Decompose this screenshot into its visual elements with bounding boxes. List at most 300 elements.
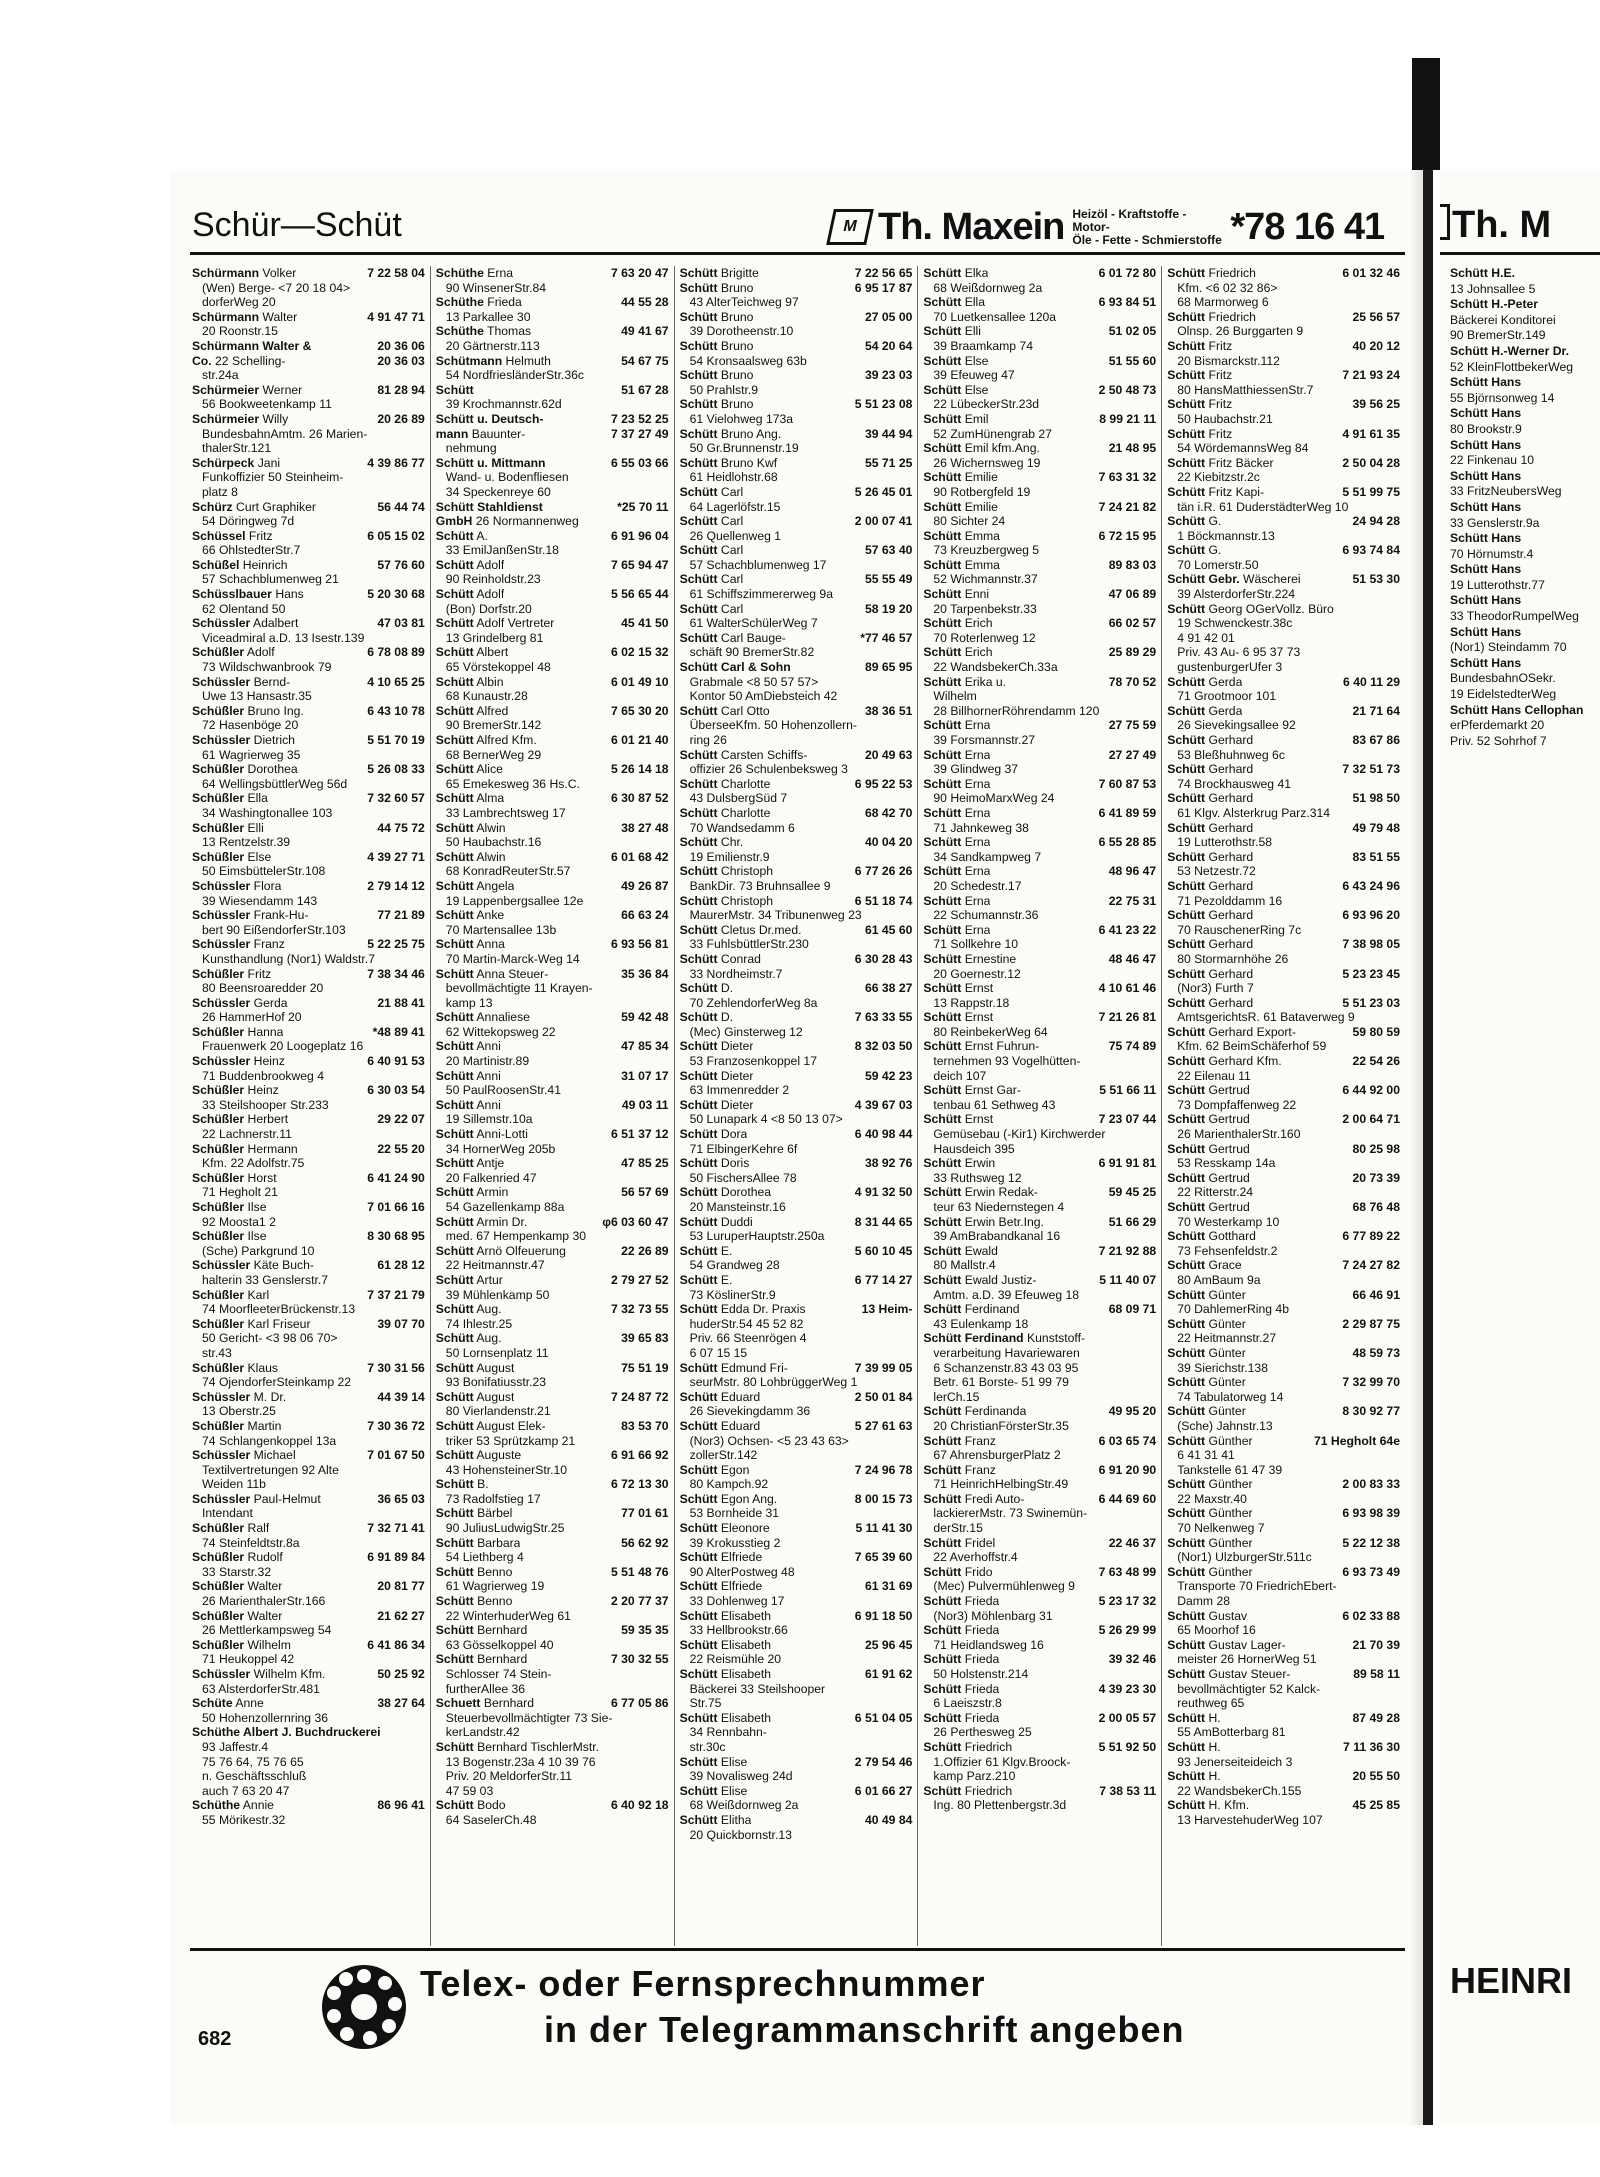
entry-phone: 61 28 12 bbox=[377, 1258, 425, 1273]
entry-phone: 6 01 66 27 bbox=[854, 1783, 913, 1798]
next-page-fragment bbox=[1440, 170, 1600, 2125]
next-page-entry: Schütt Hans bbox=[1450, 406, 1522, 421]
listing-continuation: 70 DahlemerRing 4b bbox=[1177, 1302, 1289, 1317]
entry-phone: 61 31 69 bbox=[864, 1579, 913, 1594]
footer-notice bbox=[330, 1955, 1410, 2075]
listing-entry bbox=[680, 864, 913, 879]
listing-continuation: (Mec) Ginsterweg 12 bbox=[689, 1024, 803, 1039]
entry-name: Schüte Anne bbox=[192, 1696, 264, 1711]
listing-entry bbox=[680, 981, 913, 996]
listing-entry bbox=[923, 1652, 1156, 1667]
listing-continuation: 55 AmBotterbarg 81 bbox=[1177, 1725, 1286, 1740]
entry-phone: 7 37 27 49 bbox=[610, 426, 669, 441]
listing-continuation: furtherAllee 36 bbox=[445, 1681, 526, 1696]
entry-phone: 7 32 51 73 bbox=[1342, 762, 1400, 777]
entry-name: Schütt Angela bbox=[435, 878, 515, 893]
entry-name: Schüßler Bruno Ing. bbox=[192, 703, 304, 718]
listing-entry bbox=[680, 1784, 913, 1799]
entry-name: Schütt Aug. bbox=[435, 1302, 502, 1317]
listing-continuation: (Sche) Jahnstr.13 bbox=[1177, 1418, 1273, 1433]
entry-phone: 39 65 83 bbox=[621, 1331, 669, 1346]
entry-name: Schütt Günther bbox=[1167, 1433, 1253, 1448]
entry-name: Schütt Erna bbox=[923, 922, 991, 937]
entry-name: Schütt Carl bbox=[679, 601, 744, 616]
listing-entry bbox=[680, 777, 913, 792]
listing-entry bbox=[436, 1185, 669, 1200]
listing-entry bbox=[680, 894, 913, 909]
listing-continuation: 43 HohensteinerStr.10 bbox=[445, 1462, 568, 1477]
page-number: 682 bbox=[198, 2028, 232, 2050]
listing-continuation: 63 AlsterdorferStr.481 bbox=[202, 1681, 320, 1696]
next-page-entry: Schütt Hans bbox=[1450, 655, 1522, 670]
entry-name: Schütt Frido bbox=[923, 1564, 993, 1579]
header-rule bbox=[190, 252, 1405, 255]
entry-name: Schütt Carl Otto bbox=[679, 703, 770, 718]
entry-phone: 51 98 50 bbox=[1352, 791, 1400, 806]
listing-continuation: 19 Schwenckestr.38c bbox=[1177, 616, 1293, 631]
entry-name: Schütt Ernst Fuhrun- bbox=[923, 1039, 1040, 1054]
next-page-entry: erPferdemarkt 20 bbox=[1450, 718, 1545, 733]
entry-name: Schütt Elisabeth bbox=[679, 1710, 772, 1725]
footer-line1: Telex- oder Fernsprechnummer bbox=[420, 1963, 986, 2004]
entry-phone: 59 35 35 bbox=[621, 1623, 669, 1638]
entry-phone: 89 83 03 bbox=[1108, 557, 1157, 572]
listing-continuation: 39 AlsterdorferStr.224 bbox=[1177, 587, 1296, 602]
entry-phone: 8 31 44 65 bbox=[854, 1214, 913, 1229]
entry-name: Schütt Elisabeth bbox=[679, 1637, 772, 1652]
entry-name: Schütt Gustav bbox=[1167, 1608, 1248, 1623]
entry-name: Schütt Emil bbox=[923, 411, 989, 426]
listing-entry bbox=[680, 1550, 913, 1565]
entry-phone: 77 21 89 bbox=[377, 908, 425, 923]
entry-phone: 83 51 55 bbox=[1352, 849, 1400, 864]
listing-continuation: 68 KonradReuterStr.57 bbox=[445, 864, 571, 879]
listing-continuation: 34 Speckenreye 60 bbox=[445, 484, 551, 499]
listing-entry bbox=[436, 412, 669, 427]
entry-phone: 6 77 89 22 bbox=[1342, 1229, 1400, 1244]
listing-entry bbox=[436, 1039, 669, 1054]
entry-name: Schütt Barbara bbox=[435, 1535, 521, 1550]
entry-name: Schütt Günther bbox=[1167, 1477, 1253, 1492]
listing-continuation: Viceadmiral a.D. 13 Isestr.139 bbox=[202, 630, 365, 645]
entry-name: Schütt Gertrud bbox=[1167, 1112, 1250, 1127]
next-page-entry: Bäckerei Konditorei bbox=[1450, 312, 1556, 327]
entry-phone: 38 27 48 bbox=[621, 820, 669, 835]
entry-name: Schütt bbox=[435, 382, 474, 397]
listing-entry bbox=[680, 427, 913, 442]
entry-name: Schüßler Karl bbox=[192, 1287, 270, 1302]
listing-entry bbox=[680, 1755, 913, 1770]
listing-entry bbox=[1167, 1638, 1400, 1653]
listing-continuation: 57 Schachblumenweg 21 bbox=[202, 572, 339, 587]
listing-continuation: 74 Tabulatorweg 14 bbox=[1177, 1389, 1284, 1404]
entry-phone: 6 51 18 74 bbox=[854, 893, 913, 908]
entry-name: Schütt Bernhard bbox=[435, 1652, 528, 1667]
entry-phone: 7 63 33 55 bbox=[854, 1010, 913, 1025]
listing-entry bbox=[923, 558, 1156, 573]
listing-entry bbox=[436, 1506, 669, 1521]
listing-entry bbox=[1167, 1375, 1400, 1390]
listing-continuation: 22 LübeckerStr.23d bbox=[933, 397, 1040, 412]
entry-name: Schütt Edda Dr. Praxis bbox=[679, 1302, 806, 1317]
listing-entry bbox=[192, 1798, 425, 1813]
listing-entry bbox=[680, 1492, 913, 1507]
entry-name: Schüthe Thomas bbox=[435, 324, 532, 339]
entry-name: Schürmann Walter bbox=[192, 309, 298, 324]
next-page-entry: 70 Hörnumstr.4 bbox=[1450, 546, 1534, 561]
listing-continuation: Priv. 20 MeldorferStr.11 bbox=[445, 1769, 573, 1784]
listing-continuation: (Bon) Dorfstr.20 bbox=[445, 601, 532, 616]
entry-phone: 25 89 29 bbox=[1108, 645, 1157, 660]
entry-phone: 6 40 98 44 bbox=[854, 1127, 913, 1142]
listing-continuation: teur 63 Niedernstegen 4 bbox=[933, 1200, 1065, 1214]
listing-entry bbox=[923, 1302, 1156, 1317]
listing-entry bbox=[1167, 427, 1400, 442]
listing-entry bbox=[1167, 1667, 1400, 1682]
listing-entry bbox=[680, 1098, 913, 1113]
listing-column bbox=[190, 266, 430, 1946]
entry-name: Schütt Gerhard bbox=[1167, 820, 1254, 835]
listing-column bbox=[1161, 266, 1405, 1946]
entry-phone: 8 32 03 50 bbox=[854, 1039, 913, 1054]
listing-continuation: 39 Efeuweg 47 bbox=[933, 368, 1015, 383]
listing-continuation: 68 Weißdornweg 2a bbox=[689, 1798, 799, 1813]
entry-phone: 50 25 92 bbox=[377, 1667, 425, 1681]
page-header-title: Schür—Schüt bbox=[192, 206, 402, 244]
entry-phone: 5 51 48 76 bbox=[610, 1564, 669, 1579]
listing-continuation: Kfm. 62 BeimSchäferhof 59 bbox=[1177, 1039, 1327, 1054]
listing-continuation: 26 MarienthalerStr.160 bbox=[1177, 1127, 1301, 1142]
listing-continuation: 33 Steilshooper Str.233 bbox=[202, 1097, 329, 1112]
entry-phone: 6 40 91 53 bbox=[367, 1054, 425, 1069]
entry-phone: 7 11 36 30 bbox=[1343, 1739, 1400, 1754]
entry-name: Schütt Elisabeth bbox=[679, 1667, 772, 1681]
listing-continuation: bert 90 EißendorferStr.103 bbox=[202, 922, 346, 937]
entry-phone: 5 23 17 32 bbox=[1098, 1594, 1157, 1609]
listing-continuation: Uwe 13 Hansastr.35 bbox=[202, 689, 312, 704]
entry-phone: 25 96 45 bbox=[864, 1637, 913, 1652]
listing-continuation: Wand- u. Bodenfliesen bbox=[445, 470, 569, 485]
listing-entry bbox=[436, 1594, 669, 1609]
listing-entry bbox=[192, 1054, 425, 1069]
entry-phone: 5 26 29 99 bbox=[1098, 1623, 1157, 1638]
entry-name: Schütt Egon bbox=[679, 1462, 750, 1477]
listing-entry bbox=[1167, 762, 1400, 777]
entry-name: Schüßler Herbert bbox=[192, 1112, 289, 1127]
listing-continuation: 22 WandsbekerCh.155 bbox=[1177, 1783, 1302, 1798]
entry-phone: 27 75 59 bbox=[1108, 718, 1157, 733]
listing-continuation: 50 Lunapark 4 <8 50 13 07> bbox=[689, 1112, 843, 1127]
listing-continuation: 92 Moosta1 2 bbox=[202, 1214, 276, 1229]
next-page-column bbox=[1450, 266, 1600, 749]
listing-continuation: 20 Mansteinstr.16 bbox=[689, 1200, 786, 1214]
listing-continuation: 64 SaselerCh.48 bbox=[445, 1812, 537, 1827]
entry-name: Schütt H. Kfm. bbox=[1167, 1798, 1250, 1813]
listing-continuation: (Nor3) Möhlenbarg 31 bbox=[933, 1608, 1053, 1623]
listing-entry bbox=[680, 660, 913, 675]
entry-phone: 6 02 33 88 bbox=[1342, 1608, 1400, 1623]
entry-phone: 2 00 07 41 bbox=[854, 514, 913, 529]
listing-continuation: 93 Jaffestr.4 bbox=[202, 1739, 269, 1754]
listing-entry bbox=[680, 602, 913, 617]
entry-name: Schütmann Helmuth bbox=[435, 353, 551, 368]
listing-entry bbox=[923, 1039, 1156, 1054]
entry-name: Schütt Grace bbox=[1167, 1258, 1242, 1273]
listing-entry bbox=[1167, 675, 1400, 690]
entry-name: Schütt Gotthard bbox=[1167, 1229, 1256, 1244]
entry-name: Schütt Carl bbox=[679, 484, 744, 499]
entry-name: Schüßel Heinrich bbox=[192, 557, 288, 572]
listing-continuation: 43 DulsbergSüd 7 bbox=[689, 791, 788, 806]
entry-phone: 57 63 40 bbox=[864, 543, 913, 558]
listing-continuation: 20 Falkenried 47 bbox=[445, 1170, 537, 1185]
entry-name: Schütt Elli bbox=[923, 324, 981, 339]
listing-entry bbox=[1167, 485, 1400, 500]
listing-entry bbox=[923, 952, 1156, 967]
listing-entry bbox=[192, 310, 425, 325]
listing-entry bbox=[436, 1156, 669, 1171]
listing-continuation: 71 Pezolddamm 16 bbox=[1177, 893, 1283, 908]
entry-phone: 66 63 24 bbox=[621, 908, 669, 923]
entry-name: Schütt G. bbox=[1167, 514, 1222, 529]
listing-entry bbox=[436, 1069, 669, 1084]
entry-name: Schütt Fritz bbox=[1167, 338, 1233, 353]
entry-name: Schütt Erwin Redak- bbox=[923, 1185, 1038, 1200]
entry-name: Schütt Gerda bbox=[1167, 703, 1243, 718]
listing-entry bbox=[436, 1302, 669, 1317]
listing-continuation: 74 Schlangenkoppel 13a bbox=[202, 1433, 337, 1448]
listing-column bbox=[917, 266, 1161, 1946]
entry-phone: 6 05 15 02 bbox=[367, 528, 425, 543]
entry-phone: 6 43 10 78 bbox=[367, 703, 425, 718]
listing-continuation: 54 Gazellenkamp 88a bbox=[445, 1200, 565, 1214]
entry-phone: 38 36 51 bbox=[864, 703, 913, 718]
entry-phone: 49 79 48 bbox=[1352, 820, 1400, 835]
entry-name: Schütt Gebr. Wäscherei bbox=[1167, 572, 1301, 587]
listing-continuation: seurMstr. 80 LohbrüggerWeg 1 bbox=[689, 1375, 858, 1390]
listing-entry bbox=[680, 485, 913, 500]
listing-continuation: med. 67 Hempenkamp 30 bbox=[445, 1229, 587, 1244]
listing-continuation: 33 FuhlsbüttlerStr.230 bbox=[689, 937, 809, 952]
listing-continuation: 71 Jahnkeweg 38 bbox=[933, 820, 1029, 835]
listing-continuation: 50 Lornsenplatz 11 bbox=[445, 1345, 549, 1360]
listing-continuation: bevollmächtigter 52 Kalck- bbox=[1177, 1681, 1321, 1696]
entry-name: Schütt Carl bbox=[679, 572, 744, 587]
listing-entry bbox=[192, 1317, 425, 1332]
telephone-dial-icon bbox=[322, 1965, 406, 2049]
listing-entry bbox=[1167, 850, 1400, 865]
listing-entry bbox=[923, 864, 1156, 879]
listing-entry bbox=[192, 821, 425, 836]
listing-continuation: 65 Moorhof 16 bbox=[1177, 1623, 1256, 1638]
entry-phone: 47 85 34 bbox=[621, 1039, 669, 1054]
listing-continuation: 13 HarvestehuderWeg 107 bbox=[1177, 1812, 1323, 1827]
entry-name: Schütt Annaliese bbox=[435, 1010, 530, 1025]
entry-name: Schüßler Horst bbox=[192, 1170, 277, 1185]
listing-continuation: platz 8 bbox=[202, 484, 238, 499]
listing-entry bbox=[436, 967, 669, 982]
listing-continuation: 80 HansMatthiessenStr.7 bbox=[1177, 382, 1314, 397]
listing-continuation: (Sche) Parkgrund 10 bbox=[202, 1243, 315, 1258]
entry-phone: 6 51 04 05 bbox=[854, 1710, 913, 1725]
listing-entry bbox=[436, 1565, 669, 1580]
listing-entry bbox=[192, 879, 425, 894]
entry-phone: 6 93 84 51 bbox=[1098, 295, 1157, 310]
entry-name: Schütt Christoph bbox=[679, 893, 774, 908]
entry-phone: 6 55 28 85 bbox=[1098, 835, 1157, 850]
entry-name: Schüthe Frieda bbox=[435, 295, 522, 310]
entry-name: Schütt Bernhard bbox=[435, 1623, 528, 1638]
entry-phone: 2 79 27 52 bbox=[610, 1272, 669, 1287]
listing-continuation: 39 Krochmannstr.62d bbox=[445, 397, 562, 412]
entry-phone: 51 67 28 bbox=[621, 382, 669, 397]
entry-phone: 59 42 48 bbox=[621, 1010, 669, 1025]
listing-continuation: 50 Gericht- <3 98 06 70> bbox=[202, 1331, 338, 1346]
entry-name: Schüßler Fritz bbox=[192, 966, 272, 981]
entry-name: Schütt Elise bbox=[679, 1754, 748, 1769]
listing-entry bbox=[436, 558, 669, 573]
entry-phone: 21 71 64 bbox=[1352, 703, 1400, 718]
listing-entry bbox=[680, 1244, 913, 1259]
listing-entry bbox=[436, 1215, 669, 1230]
entry-phone: 59 80 59 bbox=[1352, 1024, 1400, 1039]
listing-continuation: 22 Ritterstr.24 bbox=[1177, 1185, 1254, 1200]
entry-phone: 2 50 01 84 bbox=[854, 1389, 913, 1404]
entry-name: Schütt Benno bbox=[435, 1594, 513, 1609]
entry-name: Schütt Gustav Steuer- bbox=[1167, 1667, 1291, 1681]
listing-continuation: 80 Beensroaredder 20 bbox=[202, 981, 324, 996]
listing-entry bbox=[1167, 1404, 1400, 1419]
listing-continuation: tenbau 61 Sethweg 43 bbox=[933, 1097, 1056, 1112]
listing-continuation: 54 Grandweg 28 bbox=[689, 1258, 780, 1273]
entry-phone: 7 24 96 78 bbox=[854, 1462, 913, 1477]
listing-entry bbox=[436, 500, 669, 515]
entry-name: Schütt Frieda bbox=[923, 1594, 1000, 1609]
next-page-entry: Schütt Hans bbox=[1450, 531, 1522, 546]
listing-continuation: 13 Bogenstr.23a 4 10 39 76 bbox=[445, 1754, 596, 1769]
entry-phone: *77 46 57 bbox=[860, 630, 913, 645]
entry-phone: 4 91 61 35 bbox=[1342, 426, 1400, 441]
listing-continuation: 61 WalterSchülerWeg 7 bbox=[689, 616, 818, 631]
entry-name: Schüssler Wilhelm Kfm. bbox=[192, 1667, 326, 1681]
entry-phone: 39 23 03 bbox=[864, 368, 913, 383]
next-page-entry: 33 FritzNeubersWeg bbox=[1450, 484, 1562, 499]
entry-name: Schütt Günter bbox=[1167, 1375, 1246, 1390]
listing-continuation: 61 Schiffszimmererweg 9a bbox=[689, 587, 833, 602]
entry-phone: 44 75 72 bbox=[377, 820, 425, 835]
listing-entry bbox=[436, 1010, 669, 1025]
listing-entry bbox=[680, 1215, 913, 1230]
entry-name: Schüßler Martin bbox=[192, 1418, 282, 1433]
entry-phone: 75 74 89 bbox=[1108, 1039, 1157, 1054]
entry-name: Schütt Gerhard bbox=[1167, 878, 1254, 893]
entry-phone: 2 50 04 28 bbox=[1342, 455, 1400, 470]
listing-continuation: AmtsgerichtsR. 61 Bataverweg 9 bbox=[1177, 1010, 1355, 1025]
listing-entry bbox=[436, 383, 669, 398]
entry-name: Schütt Elitha bbox=[679, 1812, 752, 1827]
entry-name: Schütt Erna bbox=[923, 718, 991, 733]
entry-phone: 51 02 05 bbox=[1108, 324, 1157, 339]
entry-phone: 7 21 92 88 bbox=[1098, 1243, 1157, 1258]
entry-name: Schütt Erna bbox=[923, 835, 991, 850]
entry-phone: 31 07 17 bbox=[621, 1068, 669, 1083]
listing-entry bbox=[436, 1652, 669, 1667]
entry-phone: 61 91 62 bbox=[864, 1667, 913, 1681]
listing-continuation: 70 Nelkenweg 7 bbox=[1177, 1521, 1265, 1536]
entry-phone: 6 41 23 22 bbox=[1098, 922, 1157, 937]
listing-continuation: Priv. 43 Au- 6 95 37 73 bbox=[1177, 645, 1301, 660]
entry-name: Schütt Erna bbox=[923, 747, 991, 762]
listing-continuation: 19 Lutterothstr.58 bbox=[1177, 835, 1273, 850]
listing-continuation: auch 7 63 20 47 bbox=[202, 1783, 290, 1798]
listing-continuation: 63 Gösselkoppel 40 bbox=[445, 1637, 554, 1652]
listing-entry bbox=[1167, 572, 1400, 587]
entry-name: Schütt Anni-Lotti bbox=[435, 1127, 528, 1142]
listing-entry bbox=[680, 748, 913, 763]
entry-name: Schüthe Albert J. Buchdruckerei bbox=[192, 1725, 381, 1740]
listing-entry bbox=[1167, 1171, 1400, 1186]
listing-continuation: 61 Klgv. Alsterkrug Parz.314 bbox=[1177, 805, 1331, 820]
entry-name: Schüssel Fritz bbox=[192, 528, 273, 543]
listing-continuation: 50 Haubachstr.21 bbox=[1177, 411, 1273, 426]
entry-phone: 29 22 07 bbox=[377, 1112, 425, 1127]
listing-continuation: 54 WördemannsWeg 84 bbox=[1177, 441, 1309, 456]
listing-entry bbox=[1167, 397, 1400, 412]
entry-name: Schütt Chr. bbox=[679, 835, 744, 850]
listing-entry bbox=[923, 354, 1156, 369]
listing-continuation: 62 Olentand 50 bbox=[202, 601, 286, 616]
entry-phone: 7 60 87 53 bbox=[1098, 776, 1157, 791]
entry-name: Schüssler Adalbert bbox=[192, 616, 299, 631]
entry-name: Schütt Ewald Justiz- bbox=[923, 1272, 1037, 1287]
entry-name: Schütt Anni bbox=[435, 1097, 501, 1112]
listing-continuation: Funkoffizier 50 Steinheim- bbox=[202, 470, 344, 485]
entry-phone: 7 30 31 56 bbox=[367, 1360, 425, 1375]
listing-continuation: Ing. 80 Plettenbergstr.3d bbox=[933, 1798, 1067, 1813]
listing-entry bbox=[680, 1390, 913, 1405]
entry-name: Schütt Alfred bbox=[435, 703, 509, 718]
binding-edge-top bbox=[1412, 58, 1440, 170]
listing-continuation: 26 Perthesweg 25 bbox=[933, 1725, 1032, 1740]
entry-phone: 6 72 15 95 bbox=[1098, 528, 1157, 543]
entry-phone: 54 67 75 bbox=[621, 353, 669, 368]
entry-phone: 40 04 20 bbox=[864, 835, 913, 850]
listing-entry bbox=[192, 1521, 425, 1536]
listing-entry bbox=[1167, 704, 1400, 719]
listing-entry bbox=[192, 645, 425, 660]
listing-continuation: 54 Liethberg 4 bbox=[445, 1550, 524, 1565]
entry-phone: 7 23 07 44 bbox=[1098, 1112, 1157, 1127]
listing-entry bbox=[680, 835, 913, 850]
listing-entry bbox=[436, 1623, 669, 1638]
listing-continuation: zollerStr.142 bbox=[689, 1448, 758, 1463]
entry-phone: 7 32 73 55 bbox=[610, 1302, 669, 1317]
listing-continuation: 80 Vierlandenstr.21 bbox=[445, 1404, 551, 1419]
entry-phone: 40 20 12 bbox=[1352, 338, 1400, 353]
entry-name: Schüßler Walter bbox=[192, 1608, 283, 1623]
entry-phone: 20 81 77 bbox=[377, 1579, 425, 1594]
next-page-entry: BundesbahnOSekr. bbox=[1450, 671, 1556, 686]
listing-continuation: Bäckerei 33 Steilshooper bbox=[689, 1681, 826, 1696]
entry-name: Schütt Armin Dr. bbox=[435, 1214, 528, 1229]
listing-entry bbox=[192, 937, 425, 952]
listing-continuation: 50 Prahlstr.9 bbox=[689, 382, 759, 397]
entry-name: Schütt Dieter bbox=[679, 1068, 754, 1083]
listing-continuation: (Nor1) UlzburgerStr.511c bbox=[1177, 1550, 1312, 1565]
next-page-entry: Priv. 52 Sohrhof 7 bbox=[1450, 733, 1547, 748]
listing-continuation: Transporte 70 FriedrichEbert- bbox=[1177, 1579, 1337, 1594]
listing-continuation: 34 Rennbahn- bbox=[689, 1725, 767, 1740]
